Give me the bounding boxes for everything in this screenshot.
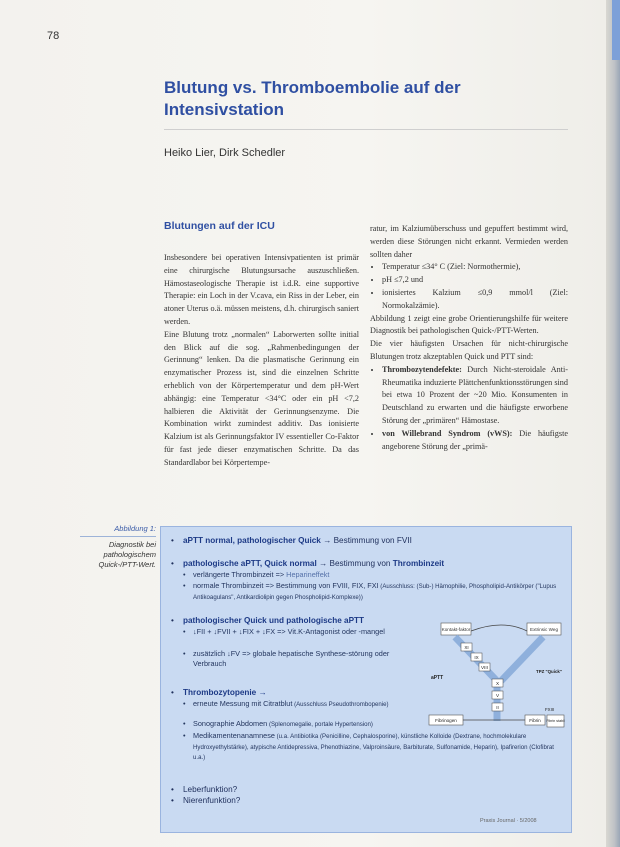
box-item-bold: Thrombozytopenie → xyxy=(183,688,267,697)
paragraph: Eine Blutung trotz „normalen“ Laborwerten sollte initial den Blick auf die sog. „Rahmenbedingungen der Gerinnung“ lenken. Da die plasmatische Gerinnung ein enzymatischer Prozess ist, sind die einzelnen Schritte erheblich von der Körpertemperatur und dem pH-Wert abhängig: eine Temperatur <34°C oder ein pH <7,2 halbieren die Aktivität der Gerinnungsenzyme. Die Kombination wirkt zumindest additiv. Das ionisierte Kalzium ist als Gerinnungsfaktor IV essentieller Co-Faktor für fast jede dieser enzymatischen Schritte. Da das Standardlabor bei Körpertempe- xyxy=(164,329,359,467)
fibrinogen-label: Fibrinogen xyxy=(435,718,457,723)
page-edge-tab xyxy=(612,0,620,60)
section-heading: Blutungen auf der ICU xyxy=(164,220,275,232)
box-subitem-text: ↓FII + ↓FVII + ↓FIX + ↓FX => Vit.K-Antagonist oder -mangel xyxy=(193,627,385,636)
paragraph: Insbesondere bei operativen Intensivpatienten ist primär eine chirurgische Blutungsursache auszuschließen. Hämostaseologische Therapie ist i.d.R. eine supportive Therapie: ein Loch in der V.cava, ein Riss in der Leber, ein atoner Uterus o.ä. müssen meistens, d.h. chirurgisch saniert werden. xyxy=(164,253,359,326)
box-subitem-text: Sonographie Abdomen xyxy=(193,719,268,728)
list-item: • ionisiertes Kalzium ≤0,9 mmol/l (Ziel: Normokalzämie). xyxy=(382,287,568,313)
page-number: 78 xyxy=(47,30,60,42)
fibrin-stable-label: Fibrin stabil xyxy=(546,719,565,723)
page-footer: Praxis Journal · 5/2008 xyxy=(480,818,537,824)
box-subitem-text: Medikamentenanamnese xyxy=(193,731,275,740)
factor-xi-label: XI xyxy=(464,645,469,650)
title-divider xyxy=(164,129,568,130)
box-item-text: → Bestimmung von xyxy=(316,559,393,568)
box-item-text: Nierenfunktion? xyxy=(183,796,241,805)
list-item-bold: Thrombozytendefekte: xyxy=(382,364,462,374)
feedback-arrow xyxy=(471,625,527,631)
list-item xyxy=(382,364,568,428)
extrinsic-path xyxy=(501,637,543,681)
figure-box: • aPTT normal, pathologischer Quick → Bestimmung von FVII • pathologische aPTT, Quick normal → Bestimmung von Thrombinzeit • verlängerte Thrombinzeit => Heparineffekt • normale Thrombinzeit => Bestimmung von FVIII, FIX, FXI (Ausschluss: (Sub-) Hämophilie, Phospholipid-Antikörper ("Lupus Antikoagulans", Antikardiolipin gegen Phospholipid-Komplexe)) • pathologischer Quick und pathologische aPTT • ↓FII + ↓FVII + ↓FIX + ↓FX => Vit.K-Antagonist oder -mangel • zusätzlich ↓FV => globale hepatische Synthese-störung oder Verbrauch • Thrombozytopenie → • erneute Messung mit Citratblut (Ausschluss Pseudothrombopenie) • Sonographie Abdomen (Splenomegalie, portale Hypertension) • Medikamentenanamnese (u.a. Antibiotika (Penicilline, Cephalosporine), künstliche Kolloide (Dextrane, hochmolekulare Hydroxyethylstärke), atypische Antidepressiva, Phenothiazine, Valproinsäure, Barbiturate, Sulfonamide, Heparin), Ipafirerion (Clofibrat u.a.) • Leberfunktion? • Nierenfunktion? Kontakt-faktor Extrinsic Weg XI IX VIII X V II aPTT TPZ "Quick" Fibrinogen Fibrin FXIII Fibrin stabil xyxy=(160,526,572,833)
column-left xyxy=(164,252,359,470)
bullet-list xyxy=(370,364,568,454)
paragraph: Die vier häufigsten Ursachen für nicht-chirurgische Blutungen trotz akzeptablen Quick und PTT sind: xyxy=(370,339,568,361)
paragraph: ratur, im Kalziumüberschuss und gepuffert bestimmt wird, werden diese Störungen nicht erkannt. Vermieden werden sollten daher xyxy=(370,224,568,259)
box-item-text: → Bestimmung von FVII xyxy=(320,536,412,545)
factor-ix-label: IX xyxy=(474,655,479,660)
box-subitem-note: (Ausschluss Pseudothrombopenie) xyxy=(292,701,389,708)
page-edge xyxy=(606,0,620,847)
bullet-list xyxy=(370,261,568,312)
box-item-text: Leberfunktion? xyxy=(183,785,238,794)
factor-v-label: V xyxy=(495,693,500,698)
authors: Heiko Lier, Dirk Schedler xyxy=(164,147,286,159)
box-subitem-text: erneute Messung mit Citratblut xyxy=(193,699,293,708)
caption-title: Abbildung 1: xyxy=(80,524,156,537)
fxiii-label: FXIII xyxy=(545,707,555,712)
factor-ii-label: II xyxy=(496,705,499,710)
extrinsic-label: Extrinsic Weg xyxy=(530,627,558,632)
fibrin-label: Fibrin xyxy=(529,718,541,723)
list-item xyxy=(382,428,568,454)
box-item-bold: aPTT normal, pathologischer Quick xyxy=(183,536,321,545)
list-item-text: Durch Nicht-steroidale Anti-Rheumatika induzierte Plättchenfunktionsstörungen sind bei etwa 10 Prozent der ~20 Mio. Konsumenten in Deutschland zu erwarten und die häufigste erworbene Störung der „primären“ Hämostase. xyxy=(382,364,568,425)
list-item-text: Die häufigste angeborene Störung der „primä- xyxy=(382,428,568,451)
factor-x-label: X xyxy=(495,681,500,686)
column-right xyxy=(370,223,568,453)
box-item-bold: pathologische aPTT, Quick normal xyxy=(183,559,317,568)
caption-text: Diagnostik bei pathologischem Quick-/PTT-Wert. xyxy=(98,540,156,569)
box-item-bold: Thrombinzeit xyxy=(392,559,445,568)
coagulation-cascade-diagram xyxy=(425,621,565,731)
quick-label: TPZ "Quick" xyxy=(536,669,562,674)
list-item-bold: von Willebrand Syndrom (vWS): xyxy=(382,428,513,438)
box-subitem-note: Heparineffekt xyxy=(284,570,330,579)
box-subitem-note: (Splenomegalie, portale Hypertension) xyxy=(267,721,373,728)
factor-viii-label: VIII xyxy=(481,665,488,670)
box-subitem-text: zusätzlich ↓FV => globale hepatische Synthese-störung oder Verbrauch xyxy=(193,649,390,668)
box-subitem-text: normale Thrombinzeit => Bestimmung von FVIII, FIX, FXI xyxy=(193,581,379,590)
box-item-bold: pathologischer Quick und pathologische aPTT xyxy=(183,616,365,625)
list-item: • Temperatur ≤34° C (Ziel: Normothermie), xyxy=(382,261,568,274)
box-subitem-text: verlängerte Thrombinzeit => xyxy=(193,570,285,579)
paragraph: Abbildung 1 zeigt eine grobe Orientierungshilfe für weitere Diagnostik bei pathologischen Quick-/PTT-Werten. xyxy=(370,313,568,336)
figure-caption xyxy=(80,524,156,570)
intrinsic-label: Kontakt-faktor xyxy=(441,627,471,632)
article-title: Blutung vs. Thromboembolie auf der Intensivstation xyxy=(164,78,461,119)
list-item: • pH ≤7,2 und xyxy=(382,274,568,287)
box-subitem-note: (u.a. Antibiotika (Penicilline, Cephalosporine), künstliche Kolloide (Dextrane, hochmolekulare Hydroxyethylstärke), atypische Antidepressiva, Phenothiazine, Valproinsäure, Barbiturate, Sulfonamide, Heparin), Ipafirerion (Clofibrat u.a.) xyxy=(193,733,554,761)
box-subitem-note: (Ausschluss: (Sub-) Hämophilie, Phospholipid-Antikörper ("Lupus Antikoagulans", Antikardiolipin gegen Phospholipid-Komplexe)) xyxy=(193,583,557,601)
aptt-label: aPTT xyxy=(431,675,444,681)
